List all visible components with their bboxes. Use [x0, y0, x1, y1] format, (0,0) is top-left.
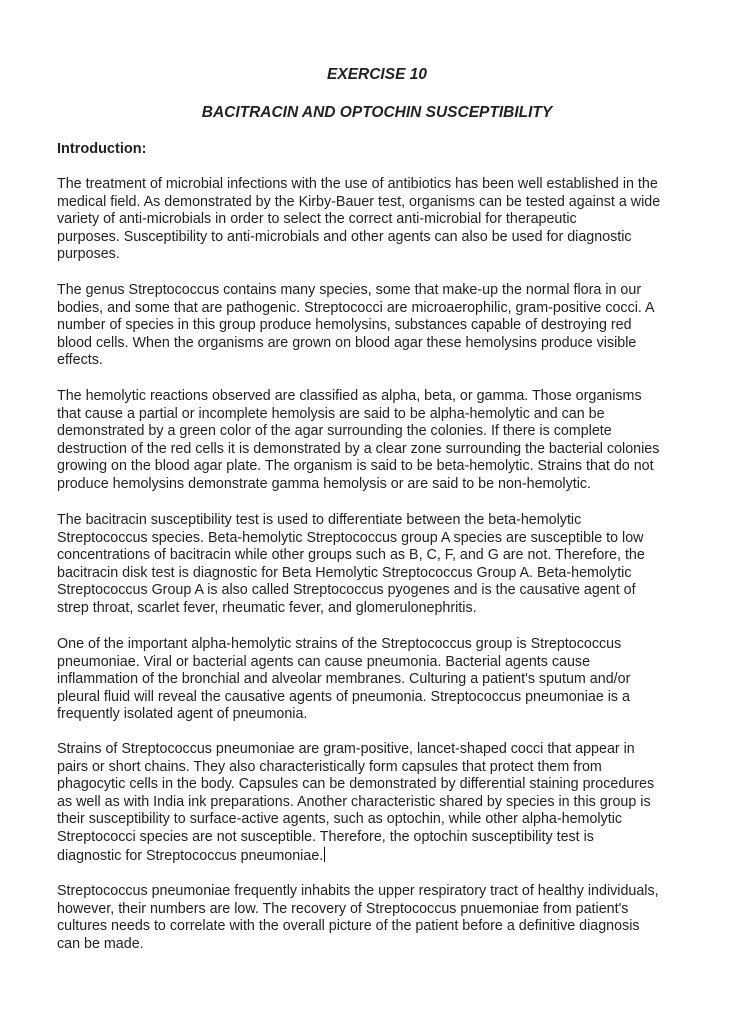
text-line: variety of anti-microbials in order to select the correct anti-microbial for therapeutic — [57, 211, 577, 228]
text-line: their susceptibility to surface-active agents, such as optochin, while other alpha-hemolytic — [57, 811, 623, 828]
paragraph-respiratory-tract — [57, 883, 659, 953]
text-line: medical field. As demonstrated by the Kirby-Bauer test, organisms can be tested against a wide — [57, 193, 661, 210]
section-heading-introduction: Introduction: — [57, 141, 147, 157]
text-line: pairs or short chains. They also characteristically form capsules that protect them from — [57, 758, 602, 775]
paragraph-hemolytic-reactions — [57, 388, 659, 494]
text-line: as well as with India ink preparations. Another characteristic shared by species in this group is — [57, 793, 651, 810]
text-line: One of the important alpha-hemolytic strains of the Streptococcus group is Streptococcus — [57, 636, 622, 652]
text-line: effects. — [57, 352, 103, 369]
text-line: Streptococcus species. Beta-hemolytic Streptococcus group A species are susceptible to low — [57, 529, 644, 546]
text-line: frequently isolated agent of pneumonia. — [57, 706, 308, 723]
text-line: inflammation of the bronchial and alveolar membranes. Culturing a patient's sputum and/or — [57, 671, 631, 688]
paragraph-antibiotics — [57, 176, 660, 264]
text-line: Streptococci species are not susceptible. Therefore, the optochin susceptibility test is — [57, 828, 594, 845]
text-line: strep throat, scarlet fever, rheumatic fever, and glomerulonephritis. — [57, 599, 477, 616]
text-line: The genus Streptococcus contains many species, some that make-up the normal flora in our — [57, 282, 642, 298]
text-line: pneumoniae. Viral or bacterial agents can cause pneumonia. Bacterial agents cause — [57, 653, 591, 670]
exercise-title: EXERCISE 10 — [327, 66, 427, 83]
text-line: destruction of the red cells it is demonstrated by a clear zone surrounding the bacterial colonies — [57, 440, 660, 457]
text-line: cultures needs to correlate with the overall picture of the patient before a definitive diagnosis — [57, 918, 640, 935]
text-line: The treatment of microbial infections with the use of antibiotics has been well established in the — [57, 176, 658, 192]
text-line: concentrations of bacitracin while other groups such as B, C, F, and G are not. Therefore, the — [57, 547, 645, 564]
text-line: bacitracin disk test is diagnostic for Beta Hemolytic Streptococcus Group A. Beta-hemolytic — [57, 564, 632, 581]
text-cursor — [324, 847, 325, 862]
text-line: that cause a partial or incomplete hemolysis are said to be alpha-hemolytic and can be — [57, 405, 605, 422]
paragraph-bacitracin-test — [57, 512, 645, 618]
text-line: can be made. — [57, 935, 144, 952]
text-line: purposes. — [57, 246, 120, 263]
text-line: Streptococcus Group A is also called Streptococcus pyogenes and is the causative agent of — [57, 582, 636, 599]
text-line: diagnostic for Streptococcus pneumoniae. — [57, 847, 324, 864]
text-line: The bacitracin susceptibility test is used to differentiate between the beta-hemolytic — [57, 512, 582, 528]
text-line: number of species in this group produce hemolysins, substances capable of destroying red — [57, 317, 632, 334]
paragraph-streptococcus-genus — [57, 282, 655, 370]
paragraph-optochin-test — [57, 741, 654, 865]
text-line: Streptococcus pneumoniae frequently inhabits the upper respiratory tract of healthy individuals, — [57, 883, 659, 899]
text-line: The hemolytic reactions observed are classified as alpha, beta, or gamma. Those organisms — [57, 388, 642, 404]
text-line: bodies, and some that are pathogenic. Streptococci are microaerophilic, gram-positive cocci. A — [57, 299, 655, 316]
text-line: produce hemolysins demonstrate gamma hemolysis or are said to be non-hemolytic. — [57, 475, 592, 492]
text-line-with-cursor[interactable] — [57, 847, 654, 866]
text-line: however, their numbers are low. The recovery of Streptococcus pnuemoniae from patient's — [57, 900, 629, 917]
text-line: pleural fluid will reveal the causative agents of pneumonia. Streptococcus pneumoniae is a — [57, 688, 631, 705]
text-line: phagocytic cells in the body. Capsules can be demonstrated by differential staining procedures — [57, 776, 655, 793]
text-line: demonstrated by a green color of the agar surrounding the colonies. If there is complete — [57, 423, 612, 440]
text-line: blood cells. When the organisms are grown on blood agar these hemolysins produce visible — [57, 334, 637, 351]
text-line: purposes. Susceptibility to anti-microbials and other agents can also be used for diagnostic — [57, 228, 632, 245]
text-line: growing on the blood agar plate. The organism is said to be beta-hemolytic. Strains that do not — [57, 458, 654, 475]
document-subtitle: BACITRACIN AND OPTOCHIN SUSCEPTIBILITY — [201, 104, 553, 121]
paragraph-pneumoniae-intro — [57, 636, 630, 724]
text-line: Strains of Streptococcus pneumoniae are gram-positive, lancet-shaped cocci that appear in — [57, 741, 635, 757]
